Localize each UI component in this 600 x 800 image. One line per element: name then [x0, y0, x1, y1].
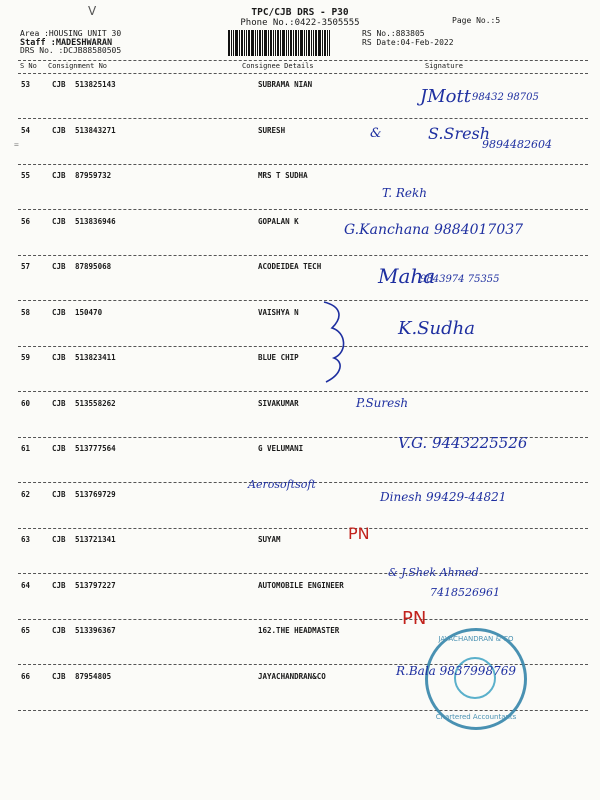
row-consignment-no: 513825143	[75, 80, 116, 89]
signature-54: S.Sresh	[428, 124, 491, 143]
barcode-bar	[304, 30, 305, 56]
row-consignment-no: 513396367	[75, 626, 116, 635]
row-consignee: SIVAKUMAR	[258, 399, 299, 408]
barcode-bar	[277, 30, 279, 56]
row-sno: 58	[21, 308, 31, 317]
barcode-bar	[318, 30, 321, 56]
barcode-bar	[244, 30, 245, 56]
barcode-bar	[322, 30, 323, 56]
barcode-bar	[239, 30, 240, 56]
row-sno: 59	[21, 353, 31, 362]
barcode-bar	[327, 30, 328, 56]
barcode-bar	[313, 30, 314, 56]
tick-mark: V	[88, 4, 97, 18]
row-sno: 54	[21, 126, 31, 135]
row-sno: 53	[21, 80, 31, 89]
table-row	[0, 353, 600, 365]
barcode-bar	[329, 30, 330, 56]
row-prefix: CJB	[52, 80, 66, 89]
column-headers	[0, 62, 600, 72]
barcode-bar	[270, 30, 272, 56]
header-divider-2	[18, 73, 588, 74]
signature-56: G.Kanchana 9884017037	[344, 222, 524, 238]
table-row	[0, 490, 600, 502]
signature-66: R.Bala 9837998769	[396, 664, 516, 678]
row-divider	[18, 209, 588, 210]
row-consignment-no: 513558262	[75, 399, 116, 408]
margin-mark: =	[14, 140, 19, 149]
staff-label: Staff :MADESHWARAN	[20, 37, 113, 48]
barcode-bar	[300, 30, 303, 56]
barcode-bar	[280, 30, 281, 56]
row-consignment-no: 513777564	[75, 444, 116, 453]
barcode-bar	[255, 30, 256, 56]
signature-57-phone: 9843974 75355	[420, 274, 500, 285]
page-number: Page No.:5	[452, 16, 501, 25]
header-divider	[18, 60, 588, 61]
row-divider	[18, 255, 588, 256]
col-consignee: Consignee Details	[242, 62, 314, 70]
rs-number: RS No.:883805	[362, 29, 425, 38]
barcode-bar	[293, 30, 294, 56]
row-prefix: CJB	[52, 308, 66, 317]
phone-number: Phone No.:0422-3505555	[240, 18, 360, 28]
row-divider	[18, 164, 588, 165]
barcode-bar	[262, 30, 263, 56]
row-prefix: CJB	[52, 672, 66, 681]
signature-54-mark: &	[370, 126, 382, 141]
seal-top-text: JAYACHANDRAN & CO	[438, 635, 514, 643]
barcode	[228, 30, 348, 56]
table-row	[0, 80, 600, 92]
barcode-bar	[282, 30, 285, 56]
row-sno: 61	[21, 444, 31, 453]
barcode-bar	[231, 30, 232, 56]
signature-64: & J.Shek Ahmed	[388, 566, 479, 579]
signature-55: T. Rekh	[382, 186, 428, 200]
row-divider	[18, 118, 588, 119]
row-consignee: ACODEIDEA TECH	[258, 262, 322, 271]
col-consignment: Consignment No	[48, 62, 108, 70]
barcode-bar	[233, 30, 234, 56]
barcode-bar	[324, 30, 326, 56]
row-divider	[18, 300, 588, 301]
row-sno: 57	[21, 262, 31, 271]
table-row	[0, 171, 600, 183]
row-sno: 62	[21, 490, 31, 499]
barcode-bar	[275, 30, 276, 56]
signature-60: P.Suresh	[356, 396, 409, 410]
row-consignee: BLUE CHIP	[258, 353, 299, 362]
area-label: Area :HOUSING UNIT 30	[20, 29, 122, 38]
barcode-bar	[286, 30, 287, 56]
row-consignee: G VELUMANI	[258, 444, 304, 453]
col-sno: S No	[20, 62, 37, 70]
barcode-bar	[264, 30, 267, 56]
barcode-bar	[241, 30, 243, 56]
row-consignee: AUTOMOBILE ENGINEER	[258, 581, 344, 590]
rs-date: RS Date:04-Feb-2022	[362, 38, 454, 47]
row-divider	[18, 619, 588, 620]
barcode-bar	[273, 30, 274, 56]
company-seal	[425, 628, 527, 730]
row-consignee: GOPALAN K	[258, 217, 299, 226]
row-sno: 63	[21, 535, 31, 544]
table-row	[0, 581, 600, 593]
row-prefix: CJB	[52, 490, 66, 499]
barcode-bar	[259, 30, 261, 56]
sheet-meta-right	[362, 29, 454, 47]
row-prefix: CJB	[52, 444, 66, 453]
signature-54-phone: 9894482604	[482, 138, 552, 151]
row-divider	[18, 528, 588, 529]
row-sno: 64	[21, 581, 31, 590]
row-prefix: CJB	[52, 217, 66, 226]
barcode-bar	[308, 30, 310, 56]
row-prefix: CJB	[52, 581, 66, 590]
signature-61: V.G. 9443225526	[398, 434, 528, 452]
row-divider	[18, 573, 588, 574]
row-prefix: CJB	[52, 126, 66, 135]
row-sno: 66	[21, 672, 31, 681]
signature-62: Dinesh 99429-44821	[380, 490, 507, 504]
row-consignment-no: 513823411	[75, 353, 116, 362]
signature-53: JMott	[420, 86, 471, 107]
barcode-bar	[311, 30, 312, 56]
table-row	[0, 535, 600, 547]
row-consignment-no: 150470	[75, 308, 103, 317]
barcode-bar	[306, 30, 307, 56]
seal-bottom-text: Chartered Accountants	[435, 713, 517, 721]
signature-65: PN	[402, 608, 427, 629]
row-consignment-no: 513797227	[75, 581, 116, 590]
row-consignee: MRS T SUDHA	[258, 171, 308, 180]
row-consignment-no: 87954805	[75, 672, 112, 681]
barcode-bar	[251, 30, 254, 56]
row-consignee: 162.THE HEADMASTER	[258, 626, 340, 635]
barcode-bar	[290, 30, 292, 56]
row-consignee: SUBRAMA NIAN	[258, 80, 313, 89]
signature-63: PN	[348, 524, 370, 543]
row-divider	[18, 391, 588, 392]
row-consignee: SURESH	[258, 126, 286, 135]
row-divider	[18, 346, 588, 347]
row-sno: 65	[21, 626, 31, 635]
row-consignment-no: 513769729	[75, 490, 116, 499]
barcode-bar	[295, 30, 297, 56]
row-consignee: SUYAM	[258, 535, 281, 544]
brace-mark	[318, 300, 358, 385]
row-sno: 55	[21, 171, 31, 180]
row-sno: 56	[21, 217, 31, 226]
table-row	[0, 262, 600, 274]
signature-53-phone: 98432 98705	[472, 92, 539, 103]
row-prefix: CJB	[52, 399, 66, 408]
row-consignment-no: 513836946	[75, 217, 116, 226]
table-row	[0, 126, 600, 138]
row-consignment-no: 513721341	[75, 535, 116, 544]
table-row	[0, 399, 600, 411]
row-consignment-no: 513843271	[75, 126, 116, 135]
sheet-title: TPC/CJB DRS - P30	[251, 7, 349, 18]
barcode-bar	[248, 30, 250, 56]
sheet-meta-left	[20, 30, 121, 56]
row-prefix: CJB	[52, 353, 66, 362]
barcode-bar	[298, 30, 299, 56]
signature-57: Maha	[378, 264, 436, 288]
col-signature: Signature	[425, 62, 463, 70]
barcode-bar	[315, 30, 317, 56]
barcode-bar	[228, 30, 230, 56]
barcode-bar	[288, 30, 289, 56]
table-row	[0, 308, 600, 320]
barcode-bar	[257, 30, 258, 56]
row-prefix: CJB	[52, 535, 66, 544]
barcode-bar	[268, 30, 269, 56]
signature-62-company: Aerosoftsoft	[248, 478, 316, 491]
barcode-bar	[235, 30, 238, 56]
row-consignment-no: 87895068	[75, 262, 112, 271]
barcode-bar	[246, 30, 247, 56]
sheet-header	[0, 8, 600, 28]
drs-number: DRS No. :DCJB88580505	[20, 46, 122, 55]
row-consignee: VAISHYA N	[258, 308, 299, 317]
row-sno: 60	[21, 399, 31, 408]
signature-64-phone: 7418526961	[430, 586, 500, 599]
row-prefix: CJB	[52, 171, 66, 180]
signature-58: K.Sudha	[398, 318, 475, 339]
row-consignee: JAYACHANDRAN&CO	[258, 672, 326, 681]
row-prefix: CJB	[52, 626, 66, 635]
row-prefix: CJB	[52, 262, 66, 271]
row-consignment-no: 87959732	[75, 171, 112, 180]
